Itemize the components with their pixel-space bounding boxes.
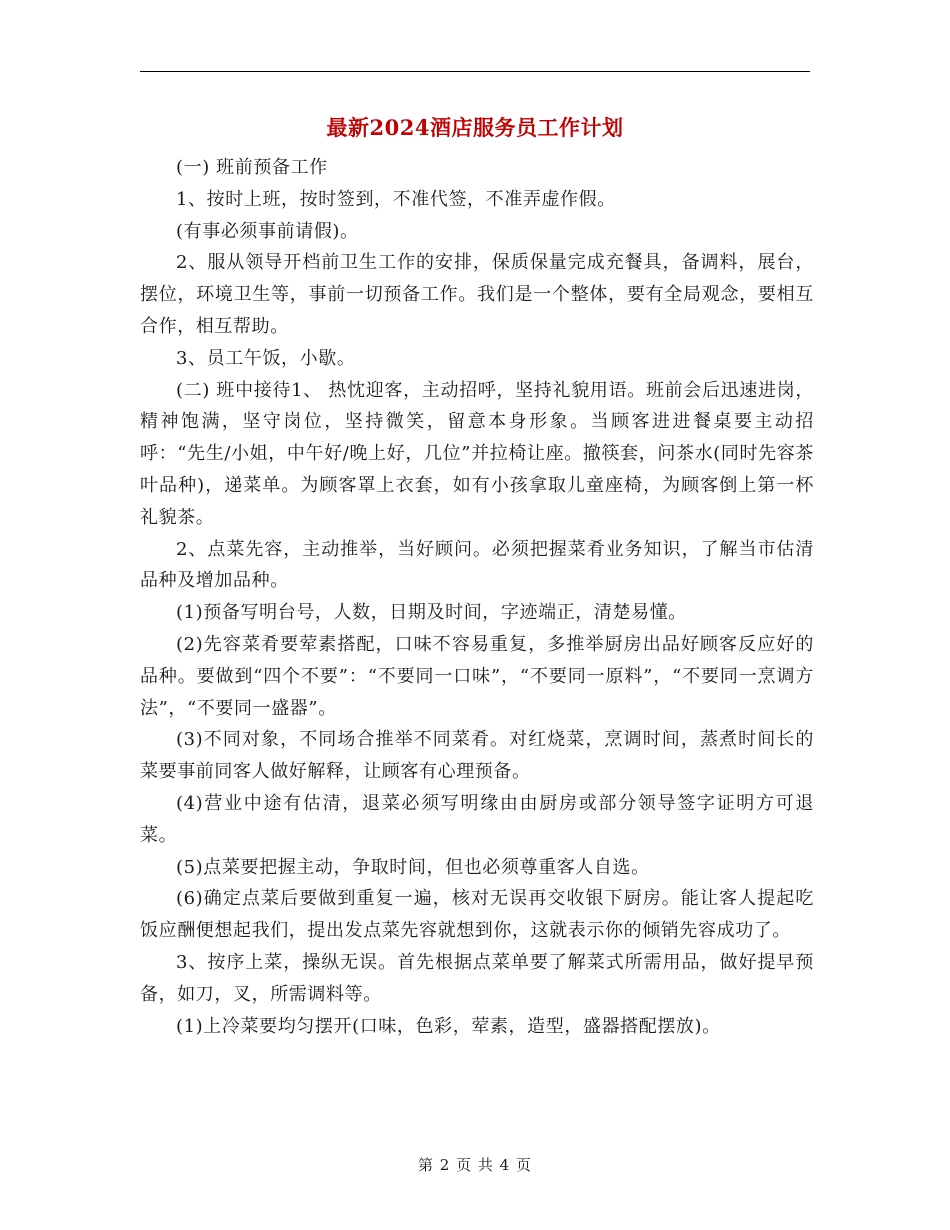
paragraph: 2、服从领导开档前卫生工作的安排，保质保量完成充餐具，备调料，展台，摆位，环境卫生等，事前一切预备工作。我们是一个整体，要有全局观念，要相互合作，相互帮助。 <box>140 252 814 337</box>
document-body <box>140 152 814 1042</box>
paragraph: (3)不同对象，不同场合推举不同菜肴。对红烧菜，烹调时间，蒸煮时间长的菜要事前同客人做好解释，让顾客有心理预备。 <box>140 729 814 783</box>
paragraph: (二) 班中接待1、 热忱迎客，主动招呼，坚持礼貌用语。班前会后迅速进岗，精神饱满，坚守岗位，坚持微笑，留意本身形象。当顾客进进餐桌要主动招呼：“先生/小姐，中午好/晚上好，几位”并拉椅让座。撤筷套，问茶水(同时先容茶叶品种)，递菜单。为顾客罩上衣套，如有小孩拿取儿童座椅，为顾客倒上第一杯礼貌茶。 <box>140 379 814 528</box>
paragraph: (4)营业中途有估清，退菜必须写明缘由由厨房或部分领导签字证明方可退菜。 <box>140 792 814 846</box>
paragraph: (5)点菜要把握主动，争取时间，但也必须尊重客人自选。 <box>176 856 650 878</box>
paragraph: (6)确定点菜后要做到重复一遍，核对无误再交收银下厨房。能让客人提起吃饭应酬便想起我们，提出发点菜先容就想到你，这就表示你的倾销先容成功了。 <box>140 888 814 942</box>
page-number-footer: 第 2 页 共 4 页 <box>418 1156 532 1174</box>
document-title: 最新2024酒店服务员工作计划 <box>326 115 624 140</box>
paragraph: (一) 班前预备工作 <box>176 157 328 178</box>
paragraph: 2、点菜先容，主动推举，当好顾问。必须把握菜肴业务知识，了解当市估清品种及增加品种。 <box>140 538 814 592</box>
paragraph: (有事必须事前请假)。 <box>176 220 359 242</box>
paragraph: (2)先容菜肴要荤素搭配，口味不容易重复，多推举厨房出品好顾客反应好的品种。要做到“四个不要”：“不要同一口味”，“不要同一原料”，“不要同一烹调方法”，“不要同一盛器”。 <box>140 633 814 719</box>
paragraph: 3、按序上菜，操纵无误。首先根据点菜单要了解菜式所需用品，做好提早预备，如刀，叉，所需调料等。 <box>140 951 814 1005</box>
paragraph: (1)上冷菜要均匀摆开(口味，色彩，荤素，造型，盛器搭配摆放)。 <box>176 1015 721 1037</box>
paragraph: 3、员工午饭，小歇。 <box>176 347 356 369</box>
header-rule <box>140 71 810 72</box>
paragraph: (1)预备写明台号，人数，日期及时间，字迹端正，清楚易懂。 <box>176 602 687 624</box>
paragraph: 1、按时上班，按时签到，不准代签，不准弄虚作假。 <box>176 188 616 210</box>
